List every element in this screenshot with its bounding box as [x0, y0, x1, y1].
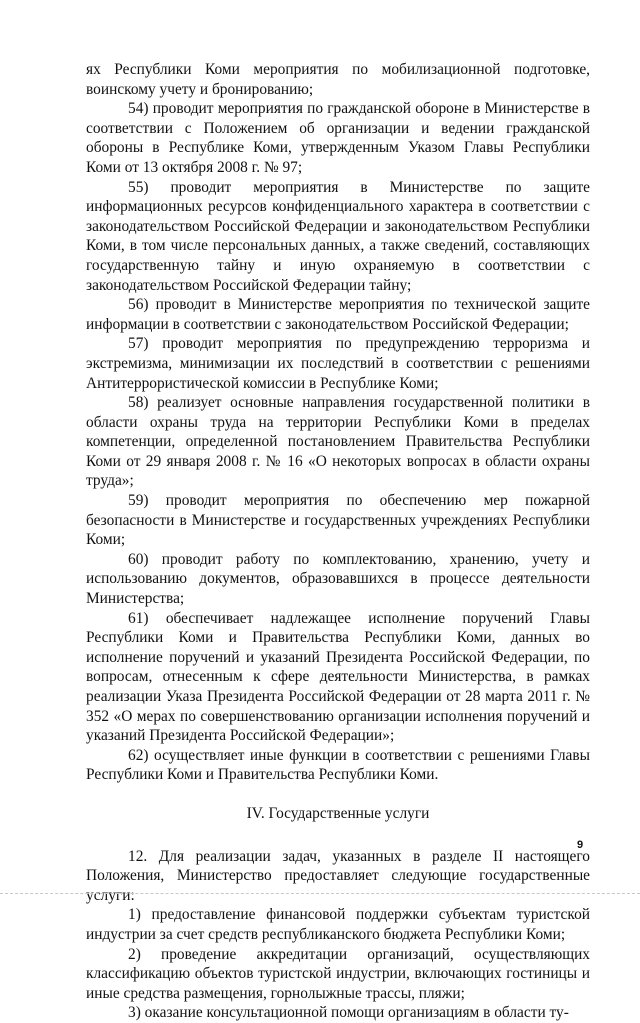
paragraph-item-59: 59) проводит мероприятия по обеспечению мер пожарной безопасности в Министерстве и государственных учреждениях Республики Коми; [86, 492, 590, 549]
document-page [86, 60, 590, 1023]
paragraph-service-3: 3) оказание консультационной помощи организациям в области ту- [128, 1004, 569, 1022]
paragraph-continuation: ях Республики Коми мероприятия по мобилизационной подготовке, воинскому учету и бронированию; [86, 61, 590, 98]
page-number: 9 [577, 839, 584, 851]
paragraph-item-58: 58) реализует основные направления государственной политики в области охраны труда на территории Республики Коми в пределах компетенции, определенной постановлением Правительства Республики Коми от 29 января 2008 г. № 16 «О некоторых вопросах в области охраны труда»; [86, 394, 590, 490]
paragraph-service-2: 2) проведение аккредитации организаций, осуществляющих классификацию объектов туристской индустрии, включающих гостиницы и иные средства размещения, горнолыжные трассы, пляжи; [86, 945, 590, 1002]
paragraph-item-56: 56) проводит в Министерстве мероприятия по технической защите информации в соответствии с законодательством Российской Федерации; [86, 296, 590, 333]
paragraph-item-55: 55) проводит мероприятия в Министерстве по защите информационных ресурсов конфиденциального характера в соответствии с законодательством Российской Федерации и законодательством Республики Коми, в том числе персональных данных, а также сведений, составляющих государственную тайну и иную охраняемую в соответствии с законодательством Российской Федерации тайну; [86, 178, 590, 294]
paragraph-item-57: 57) проводит мероприятия по предупреждению терроризма и экстремизма, минимизации их последствий в соответствии с решениями Антитеррористической комиссии в Республике Коми; [86, 335, 590, 392]
paragraph-service-1: 1) предоставление финансовой поддержки субъектам туристской индустрии за счет средств республиканского бюджета Республики Коми; [86, 906, 590, 943]
paragraph-item-61: 61) обеспечивает надлежащее исполнение поручений Главы Республики Коми и Правительства Республики Коми, данных во исполнение поручений и указаний Президента Российской Федерации, по вопросам, отнесенным к сфере деятельности Министерства, в рамках реализации Указа Президента Российской Федерации от 28 марта 2011 г. № 352 «О мерах по совершенствованию организации исполнения поручений и указаний Президента Российской Федерации»; [86, 609, 590, 745]
section-heading: IV. Государственные услуги [246, 804, 430, 822]
paragraph-item-54: 54) проводит мероприятия по гражданской обороне в Министерстве в соответствии с Положением об организации и ведении гражданской обороны в Республике Коми, утвержденным Указом Главы Республики Коми от 13 октября 2008 г. № 97; [86, 100, 590, 176]
scan-edge-divider [0, 893, 640, 895]
paragraph-item-60: 60) проводит работу по комплектованию, хранению, учету и использованию документов, образовавшихся в процессе деятельности Министерства; [86, 550, 590, 608]
paragraph-clause-12: 12. Для реализации задач, указанных в разделе II настоящего Положения, Министерство предоставляет следующие государственные услуги: [86, 847, 590, 904]
paragraph-item-62: 62) осуществляет иные функции в соответствии с решениями Главы Республики Коми и Правительства Республики Коми. [86, 746, 590, 784]
